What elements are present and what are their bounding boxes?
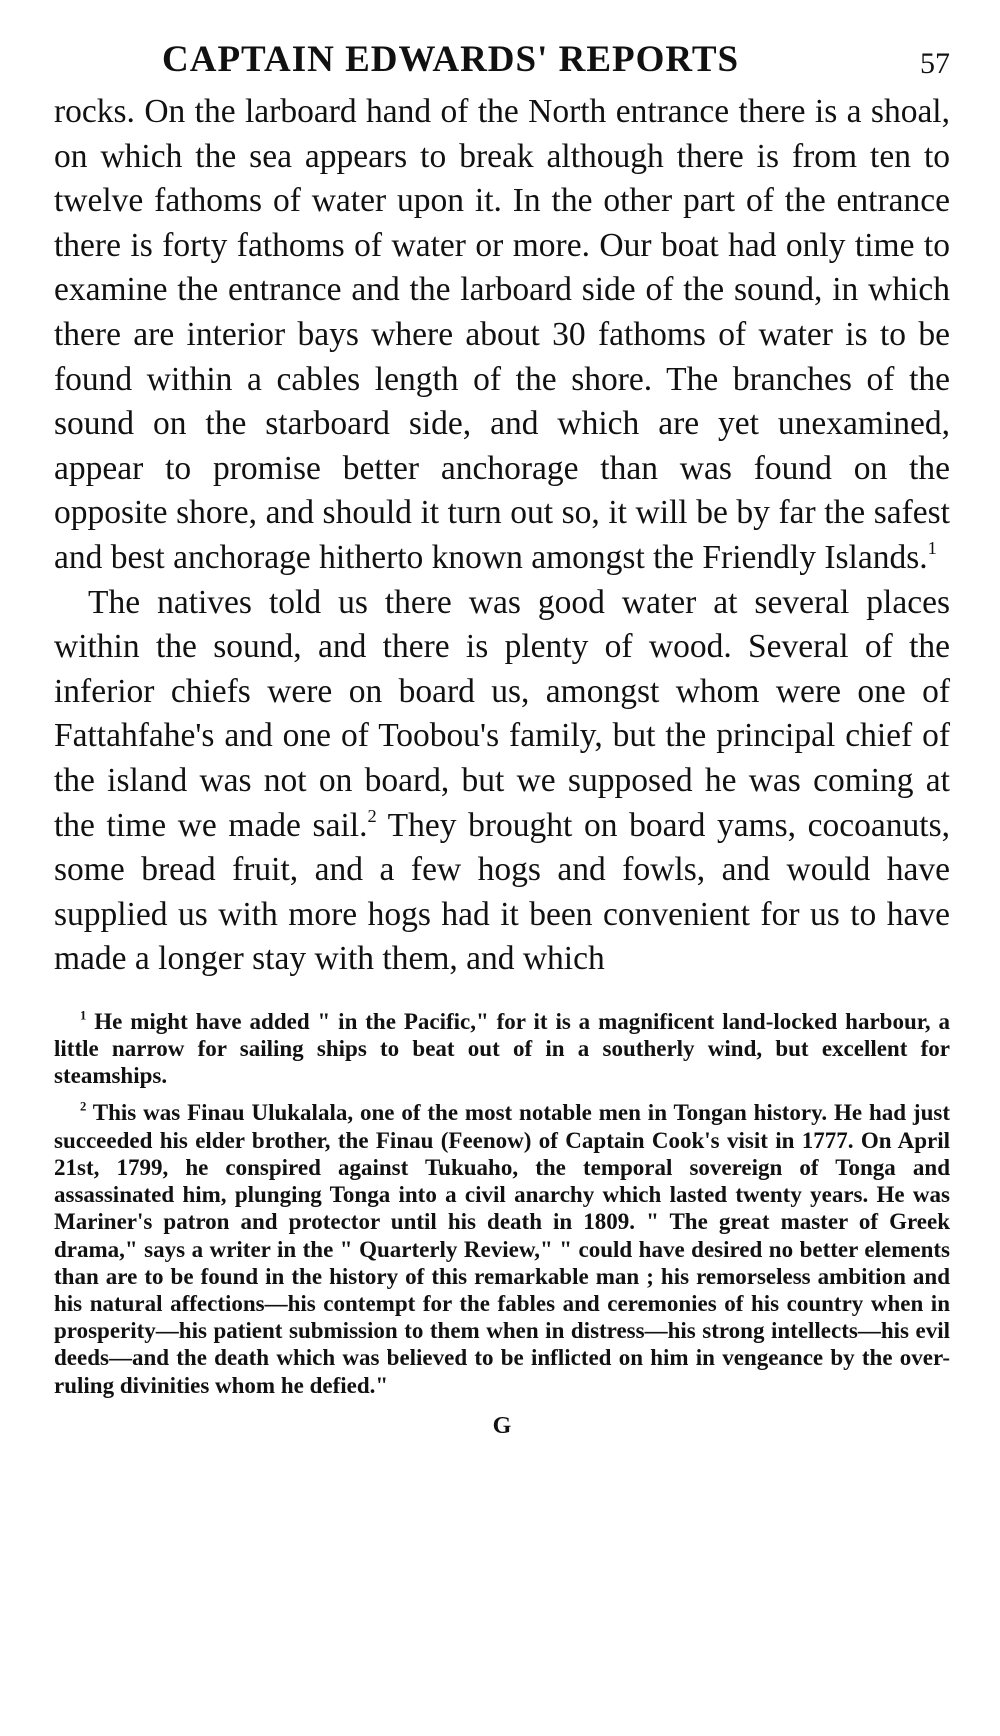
footnote-2 <box>54 1099 950 1398</box>
page-number: 57 <box>920 47 950 80</box>
footnote-2-text: This was Finau Ulukalala, one of the most notable men in Tongan history. He had just succeeded his elder brother, the Finau (Feenow) of Captain Cook's visit in 1777. On April 21st, 1799, he conspired against Tukuaho, the temporal sovereign of Tonga and assassinated him, plunging Tonga into a civil anarchy which lasted twenty years. He was Mariner's patron and protector until his death in 1809. " The great master of Greek drama," says a writer in the " Quarterly Review," " could have desired no better elements than are to be found in the history of this remarkable man ; his remorseless ambition and his natural affections—his contempt for the fables and ceremonies of his country when in prosperity—his patient submission to them when in distress—his strong intellects—his evil deeds—and the death which was believed to be inflicted on him in vengeance by the over-ruling divinities whom he defied." <box>54 1100 950 1398</box>
book-page <box>54 30 950 1440</box>
footnote-1 <box>54 1008 950 1090</box>
footnote-2-marker: 2 <box>80 1100 87 1114</box>
paragraph-2-text-after: They brought on board yams, cocoanuts, some bread fruit, and a few hogs and fowls, and would have supplied us with more hogs had it been convenient for us to have made a longer stay with them, and which <box>54 806 950 978</box>
footnote-ref-1: 1 <box>927 538 937 559</box>
signature-mark: G <box>492 1412 512 1439</box>
paragraph-2-text-before: The natives told us there was good water at several places within the sound, and there is plenty of wood. Several of the inferior chiefs were on board us, amongst whom were one of Fattahfahe's and one of Toobou's family, but the principal chief of the island was not on board, but we supposed he was coming at the time we made sail. <box>54 583 950 844</box>
paragraph-1-text: rocks. On the larboard hand of the North entrance there is a shoal, on which the sea appears to break although there is from ten to twelve fathoms of water upon it. In the other part of the entrance there is forty fathoms of water or more. Our boat had only time to examine the entrance and the larboard side of the sound, in which there are interior bays where about 30 fathoms of water is to be found within a cables length of the shore. The branches of the sound on the starboard side, and which are yet unexamined, appear to promise better anchorage than was found on the opposite shore, and should it turn out so, it will be by far the safest and best anchorage hitherto known amongst the Friendly Islands. <box>54 93 950 576</box>
paragraph-2 <box>54 581 950 982</box>
footnote-ref-2: 2 <box>367 805 377 826</box>
footnote-1-text: He might have added " in the Pacific," for it is a magnificent land-locked harbour, a little narrow for sailing ships to beat out of in a southerly wind, but excellent for steamships. <box>54 1008 950 1089</box>
running-head <box>54 30 950 90</box>
paragraph-1 <box>54 90 950 581</box>
main-text <box>54 90 950 982</box>
footnotes <box>54 1008 950 1399</box>
running-head-title: CAPTAIN EDWARDS' REPORTS <box>162 39 740 80</box>
footnote-1-marker: 1 <box>80 1008 87 1023</box>
